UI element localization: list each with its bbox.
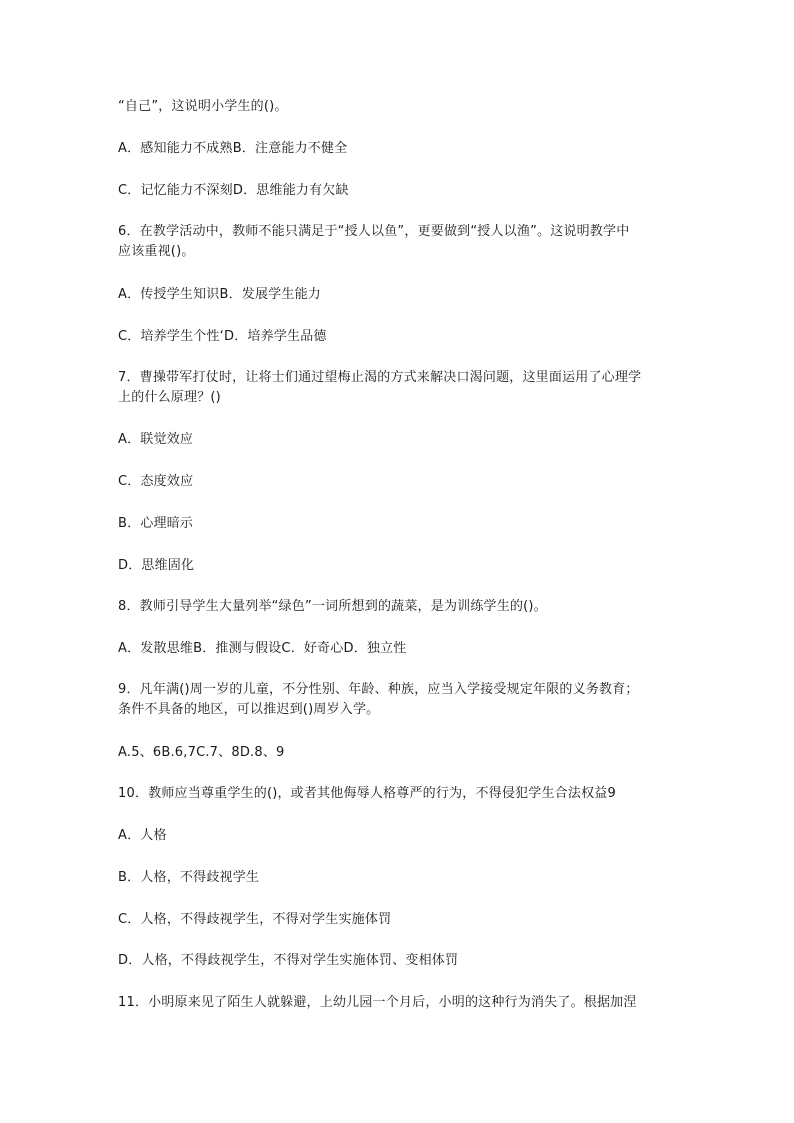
q6-options-cd: C．培养学生个性‘D．培养学生品德 <box>118 329 327 344</box>
q6-stem-line2: 应该重视()。 <box>118 244 195 259</box>
q10-option-a: A．人格 <box>118 828 167 843</box>
q6-options-ab: A．传授学生知识B．发展学生能力 <box>118 287 322 302</box>
q9-stem-line1: 9．凡年满()周一岁的儿童，不分性别、年龄、种族，应当入学接受规定年限的义务教育； <box>118 682 639 697</box>
q10-option-c: C．人格，不得歧视学生，不得对学生实施体罚 <box>118 912 392 927</box>
q10-option-b: B．人格，不得歧视学生 <box>118 870 260 885</box>
q7-option-d: D．思维固化 <box>118 558 195 573</box>
q7-stem-line2: 上的什么原理？() <box>118 390 221 405</box>
q5-options-cd: C．记忆能力不深刻D．思维能力有欠缺 <box>118 183 349 198</box>
q8-stem: 8．教师引导学生大量列举“绿色”一词所想到的蔬菜，是为训练学生的()。 <box>118 599 547 614</box>
q8-options: A．发散思维B．推测与假设C．好奇心D．独立性 <box>118 641 407 656</box>
q9-stem-line2: 条件不具备的地区，可以推迟到()周岁入学。 <box>118 702 380 717</box>
q6-stem-line1: 6．在教学活动中，教师不能只满足于“授人以鱼”，更要做到“授人以渔”。这说明教学中 <box>118 224 630 239</box>
q7-option-a: A．联觉效应 <box>118 432 194 447</box>
q9-options: A.5、6B.6,7C.7、8D.8、9 <box>118 745 285 760</box>
q7-option-b: B．心理暗示 <box>118 516 194 531</box>
q10-stem: 10．教师应当尊重学生的()，或者其他侮辱人格尊严的行为，不得侵犯学生合法权益9 <box>118 786 616 801</box>
q11-stem-line1: 11．小明原来见了陌生人就躲避，上幼儿园一个月后，小明的这种行为消失了。根据加涅 <box>118 995 637 1010</box>
q7-stem-line1: 7．曹操带军打仗时，让将士们通过望梅止渴的方式来解决口渴问题，这里面运用了心理学 <box>118 370 642 385</box>
q10-option-d: D．人格，不得歧视学生，不得对学生实施体罚、变相体罚 <box>118 953 459 968</box>
q7-option-c: C．态度效应 <box>118 474 194 489</box>
q5-options-ab: A．感知能力不成熟B．注意能力不健全 <box>118 141 348 156</box>
q5-stem-continuation: “自己”，这说明小学生的()。 <box>118 99 288 114</box>
